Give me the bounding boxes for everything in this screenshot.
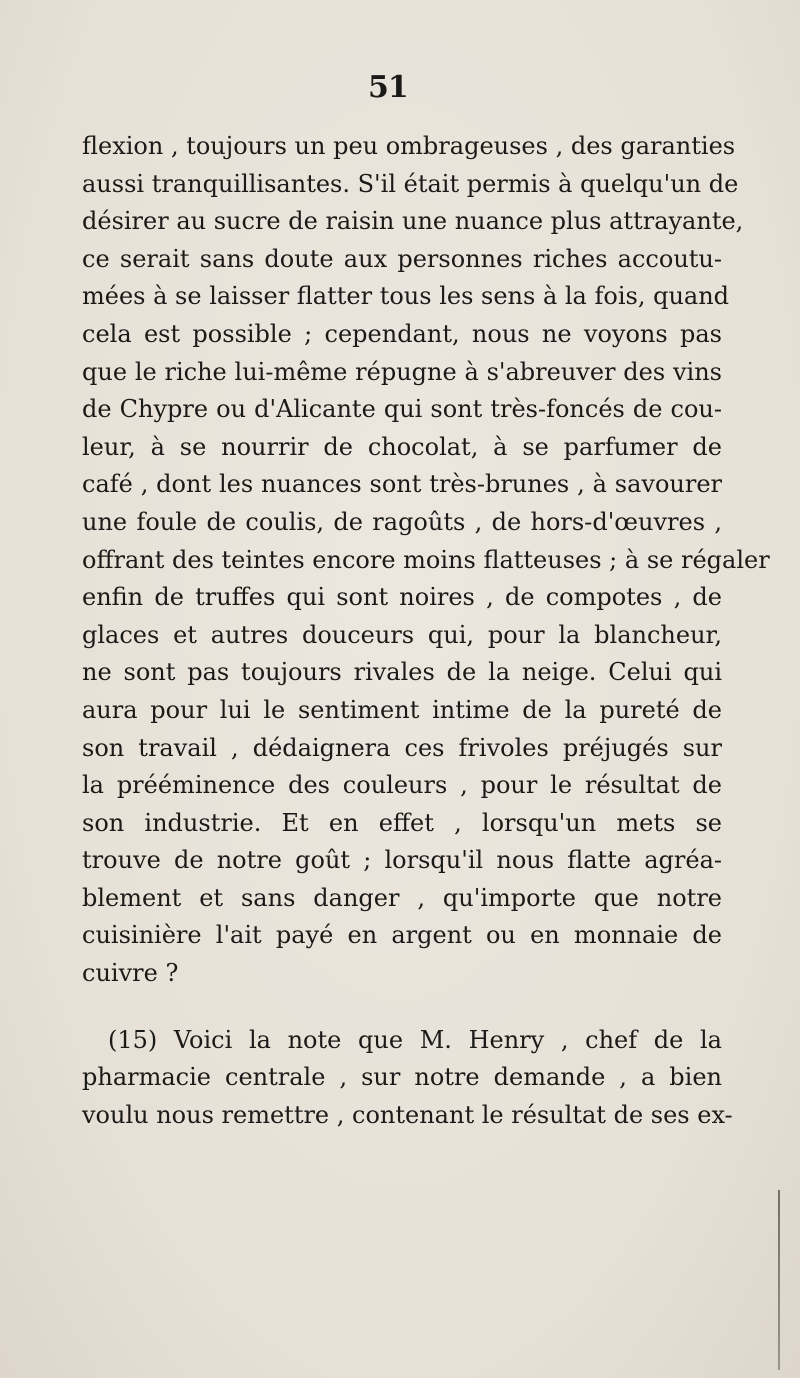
text-line: pharmacie centrale , sur notre demande , a bien — [82, 1063, 722, 1092]
text-line: enfin de truffes qui sont noires , de compotes , de — [82, 583, 722, 612]
text-line: aura pour lui le sentiment intime de la pureté de — [82, 695, 722, 724]
text-line: blement et sans danger , qu'importe que notre — [82, 883, 722, 912]
text-line: une foule de coulis, de ragoûts , de hors-d'œuvres , — [82, 507, 722, 536]
page-number: 51 — [368, 70, 408, 105]
paragraph-2 — [82, 1022, 733, 1135]
text-line: de Chypre ou d'Alicante qui sont très-foncés de cou- — [82, 395, 722, 424]
page-edge-shadow — [778, 1190, 780, 1370]
text-line: aussi tranquillisantes. S'il était permis à quelqu'un de — [82, 169, 739, 198]
text-line: la prééminence des couleurs , pour le résultat de — [82, 771, 722, 800]
text-line: flexion , toujours un peu ombrageuses , des garanties — [82, 132, 736, 160]
text-line: mées à se laisser flatter tous les sens à la fois, quand — [82, 282, 730, 311]
text-line: cuisinière l'ait payé en argent ou en monnaie de — [82, 921, 722, 950]
text-line: cuivre ? — [82, 959, 179, 988]
text-line: ne sont pas toujours rivales de la neige. Celui qui — [82, 658, 722, 687]
text-line: désirer au sucre de raisin une nuance plus attrayante, — [82, 207, 744, 236]
text-line: trouve de notre goût ; lorsqu'il nous flatte agréa- — [82, 846, 722, 875]
text-line: glaces et autres douceurs qui, pour la blancheur, — [82, 620, 722, 649]
text-line: offrant des teintes encore moins flatteuses ; à se régaler — [82, 545, 770, 574]
text-line: café , dont les nuances sont très-brunes , à savourer — [82, 470, 722, 499]
text-line: voulu nous remettre , contenant le résultat de ses ex- — [82, 1100, 733, 1129]
text-line: cela est possible ; cependant, nous ne voyons pas — [82, 319, 722, 348]
text-line: ce serait sans doute aux personnes riches accoutu- — [82, 244, 722, 273]
text-line: son industrie. Et en effet , lorsqu'un mets se — [82, 808, 722, 837]
body-text — [82, 128, 770, 1134]
paragraph-1 — [82, 128, 770, 993]
text-line: (15) Voici la note que M. Henry , chef de la — [108, 1025, 722, 1054]
text-line: son travail , dédaignera ces frivoles préjugés sur — [82, 733, 722, 762]
text-line: leur, à se nourrir de chocolat, à se parfumer de — [82, 432, 722, 461]
paragraph-gap — [82, 993, 722, 1022]
text-line: que le riche lui-même répugne à s'abreuver des vins — [82, 357, 722, 386]
